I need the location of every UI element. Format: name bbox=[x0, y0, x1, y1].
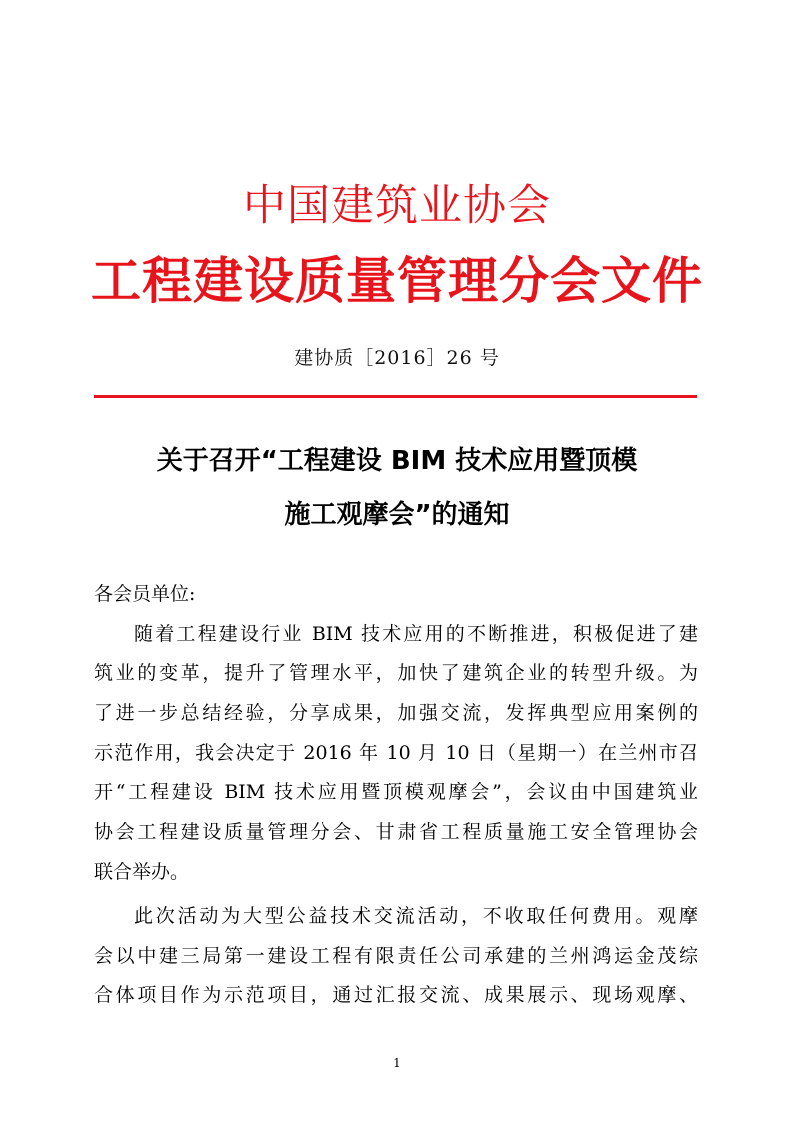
page-number: 1 bbox=[393, 1056, 401, 1070]
body-line-5: 开“工程建设 BIM 技术应用暨顶模观摩会”，会议由中国建筑业 bbox=[94, 781, 698, 803]
body-line-9: 会以中建三局第一建设工程有限责任公司承建的兰州鸿运金茂综 bbox=[94, 945, 698, 967]
body-line-4: 示范作用，我会决定于 2016 年 10 月 10 日（星期一）在兰州市召 bbox=[94, 742, 698, 764]
body-line-10: 合体项目作为示范项目，通过汇报交流、成果展示、现场观摩、 bbox=[94, 984, 698, 1006]
notice-title-line-1: 关于召开“工程建设 BIM 技术应用暨顶模 bbox=[156, 446, 638, 476]
document-number: 建协质［2016］26 号 bbox=[294, 347, 500, 369]
red-divider-line bbox=[94, 395, 697, 398]
body-line-8: 此次活动为大型公益技术交流活动，不收取任何费用。观摩 bbox=[134, 905, 698, 927]
body-line-6: 协会工程建设质量管理分会、甘肃省工程质量施工安全管理协会 bbox=[94, 821, 698, 843]
issuing-organization: 中国建筑业协会 bbox=[243, 181, 551, 231]
document-title: 工程建设质量管理分会文件 bbox=[91, 252, 703, 310]
salutation: 各会员单位: bbox=[94, 583, 196, 605]
notice-title-line-2: 施工观摩会”的通知 bbox=[284, 500, 510, 530]
body-line-3: 了进一步总结经验，分享成果，加强交流，发挥典型应用案例的 bbox=[94, 702, 698, 724]
body-line-2: 筑业的变革，提升了管理水平，加快了建筑企业的转型升级。为 bbox=[94, 662, 698, 684]
body-line-7: 联合举办。 bbox=[94, 861, 190, 883]
body-line-1: 随着工程建设行业 BIM 技术应用的不断推进，积极促进了建 bbox=[134, 623, 698, 645]
